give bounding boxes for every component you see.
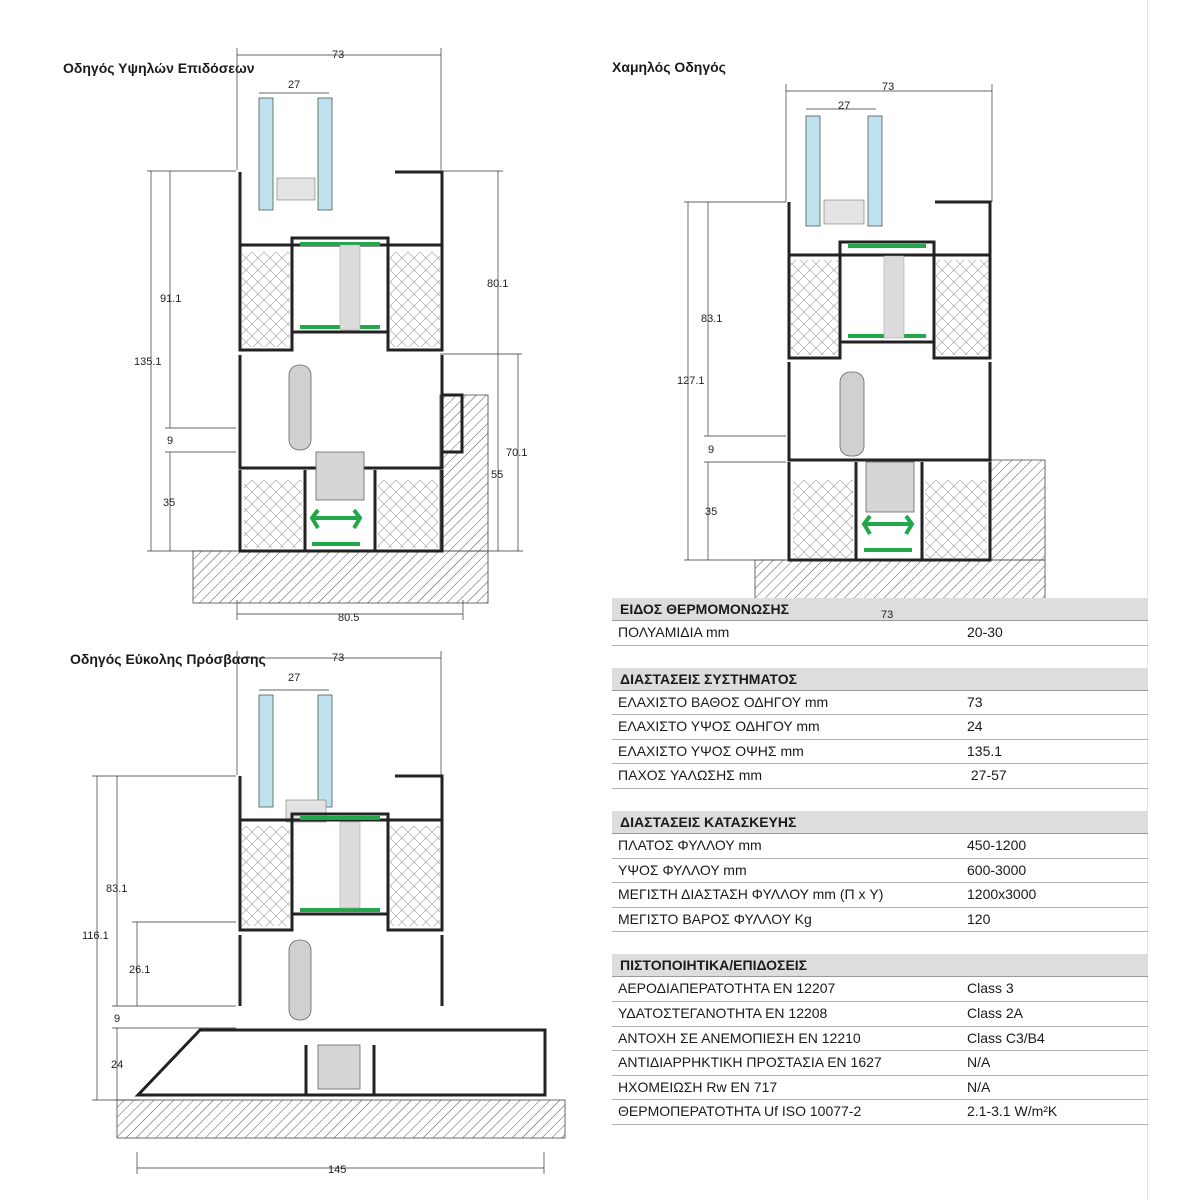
table-row — [612, 740, 1148, 765]
row-label: ΑΝΤΙΔΙΑΡΡΗΚΤΙΚΗ ΠΡΟΣΤΑΣΙΑ EN 1627 — [618, 1054, 882, 1071]
table-row — [612, 1027, 1148, 1052]
dim-high-55: 55 — [491, 469, 504, 481]
row-label: ΗΧΟΜΕΙΩΣΗ Rw EN 717 — [618, 1078, 778, 1095]
table-row — [612, 834, 1148, 859]
row-value: 135.1 — [967, 742, 1003, 759]
table-row — [612, 764, 1148, 789]
title-high-performance: Οδηγός Υψηλών Επιδόσεων — [63, 60, 255, 76]
row-label: ΑΝΤΟΧΗ ΣΕ ΑΝΕΜΟΠΙΕΣΗ EN 12210 — [618, 1029, 861, 1046]
row-label: ΑΕΡΟΔΙΑΠΕΡΑΤΟΤΗΤΑ EN 12207 — [618, 980, 836, 997]
row-label: ΕΛΑΧΙΣΤΟ ΥΨΟΣ ΟΔΗΓΟΥ mm — [618, 718, 820, 735]
dim-high-width: 73 — [332, 49, 345, 61]
dim-high-35: 35 — [163, 497, 176, 509]
section-title: ΔΙΑΣΤΑΣΕΙΣ ΚΑΤΑΣΚΕΥΗΣ — [612, 811, 1148, 834]
table-row — [612, 977, 1148, 1002]
row-label: ΠΟΛΥΑΜΙΔΙΑ mm — [618, 624, 730, 640]
row-value: 24 — [967, 718, 983, 735]
dim-easy-width: 73 — [332, 652, 345, 664]
row-label: ΠΛΑΤΟΣ ΦΥΛΛΟΥ mm — [618, 836, 762, 853]
row-value: 600-3000 — [967, 861, 1027, 878]
section-system-dimensions — [612, 668, 1148, 789]
section-title: ΠΙΣΤΟΠΟΙΗΤΙΚΑ/ΕΠΙΔΟΣΕΙΣ — [612, 954, 1148, 977]
dim-high-9: 9 — [167, 435, 174, 447]
table-row — [612, 1100, 1148, 1125]
dim-low-35: 35 — [705, 506, 718, 518]
row-value: 120 — [967, 910, 991, 927]
dim-easy-83: 83.1 — [106, 883, 128, 895]
spec-table — [612, 598, 1148, 1147]
dim-high-80: 80.1 — [487, 278, 509, 290]
row-value: 2.1-3.1 W/m²K — [967, 1103, 1058, 1120]
row-label: ΕΛΑΧΙΣΤΟ ΒΑΘΟΣ ΟΔΗΓΟΥ mm — [618, 693, 829, 710]
dim-high-91: 91.1 — [160, 293, 182, 305]
row-label: ΜΕΓΙΣΤΗ ΔΙΑΣΤΑΣΗ ΦΥΛΛΟΥ mm (Π x Υ) — [618, 886, 884, 903]
dim-easy-9: 9 — [114, 1013, 121, 1025]
dim-low-83: 83.1 — [701, 313, 723, 325]
dim-high-70: 70.1 — [506, 447, 528, 459]
title-low-guide: Χαμηλός Οδηγός — [612, 59, 726, 75]
row-value: Class 3 — [967, 980, 1014, 997]
section-title: ΕΙΔΟΣ ΘΕΡΜΟΜΟΝΩΣΗΣ — [612, 598, 1148, 621]
section-construction-dimensions — [612, 811, 1148, 932]
row-label: ΘΕΡΜΟΠΕΡΑΤΟΤΗΤΑ Uf ISO 10077-2 — [618, 1103, 862, 1120]
table-row — [612, 691, 1148, 716]
dim-low-9: 9 — [708, 444, 715, 456]
table-row — [612, 715, 1148, 740]
section-certifications — [612, 954, 1148, 1125]
row-value: 450-1200 — [967, 836, 1027, 853]
row-label: ΥΔΑΤΟΣΤΕΓΑΝΟΤΗΤΑ EN 12208 — [618, 1004, 828, 1021]
dim-low-127: 127.1 — [677, 375, 705, 387]
dim-easy-116: 116.1 — [82, 930, 109, 942]
dim-easy-26: 26.1 — [129, 964, 151, 976]
table-row — [612, 883, 1148, 908]
row-label: ΕΛΑΧΙΣΤΟ ΥΨΟΣ ΟΨΗΣ mm — [618, 742, 804, 759]
table-row — [612, 859, 1148, 884]
dim-high-glass: 27 — [288, 79, 301, 91]
row-value: 1200x3000 — [967, 886, 1037, 903]
row-label: ΜΕΓΙΣΤΟ ΒΑΡΟΣ ΦΥΛΛΟΥ Kg — [618, 910, 812, 927]
table-row — [612, 1051, 1148, 1076]
row-value: N/A — [967, 1078, 991, 1095]
table-row — [612, 908, 1148, 933]
dim-easy-24: 24 — [111, 1059, 124, 1071]
dim-low-bottom: 73 — [881, 609, 894, 621]
row-label: ΥΨΟΣ ΦΥΛΛΟΥ mm — [618, 861, 747, 878]
dim-high-bottom: 80.5 — [338, 612, 360, 624]
table-row — [612, 1002, 1148, 1027]
row-value: Class C3/B4 — [967, 1029, 1045, 1046]
table-row — [612, 1076, 1148, 1101]
row-value: N/A — [967, 1054, 991, 1071]
diagram-easy-access — [0, 640, 600, 1180]
dim-low-width: 73 — [882, 81, 895, 93]
row-label: ΠΑΧΟΣ ΥΑΛΩΣΗΣ mm — [618, 767, 763, 784]
row-value: 73 — [967, 693, 983, 710]
row-value: 27-57 — [967, 767, 1007, 784]
title-easy-access: Οδηγός Εύκολης Πρόσβασης — [70, 651, 266, 667]
dim-high-135: 135.1 — [134, 356, 162, 368]
section-insulation — [612, 598, 1148, 646]
dim-easy-bottom: 145 — [328, 1164, 347, 1176]
row-value: 20-30 — [967, 624, 1003, 640]
row-value: Class 2A — [967, 1004, 1024, 1021]
dim-low-glass: 27 — [838, 100, 851, 112]
diagram-high-performance — [0, 0, 600, 640]
dim-easy-glass: 27 — [288, 672, 301, 684]
section-title: ΔΙΑΣΤΑΣΕΙΣ ΣΥΣΤΗΜΑΤΟΣ — [612, 668, 1148, 691]
table-row — [612, 621, 1148, 646]
diagram-low-guide — [600, 60, 1145, 600]
